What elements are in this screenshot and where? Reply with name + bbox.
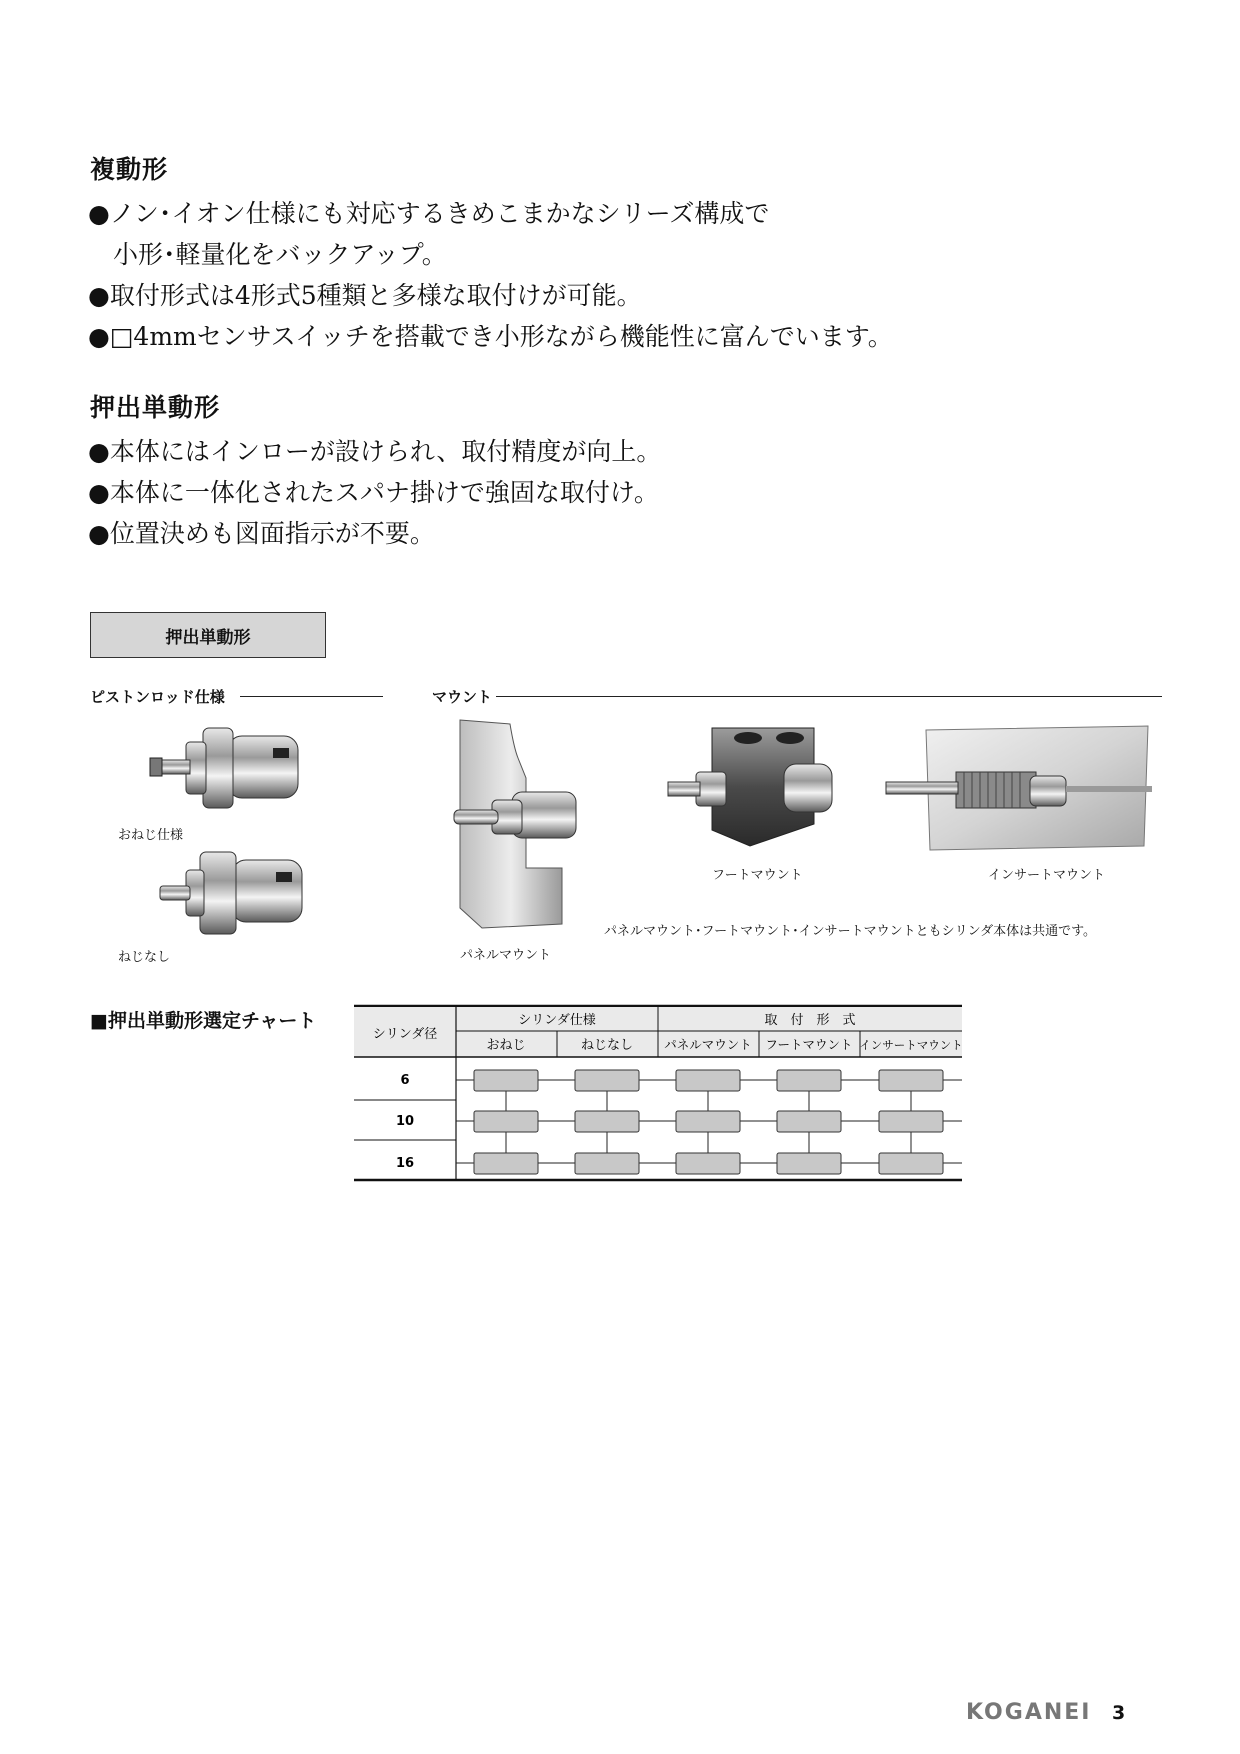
- group-spec-header: シリンダ仕様: [518, 1013, 596, 1028]
- piston-rod-label: ピストンロッド仕様: [90, 686, 229, 707]
- col-panel-mount: パネルマウント: [664, 1037, 752, 1052]
- caption-foot-mount: フートマウント: [712, 868, 803, 883]
- cell-16-insert-mount: [879, 1153, 943, 1174]
- cell-16-no-thread: [575, 1153, 639, 1174]
- col-foot-mount: フートマウント: [765, 1037, 853, 1052]
- cell-10-foot-mount: [777, 1111, 841, 1132]
- row-label-6: 6: [400, 1073, 410, 1088]
- col-insert-mount: インサートマウント: [859, 1038, 963, 1052]
- mount-rule: [492, 696, 1162, 697]
- cell-10-panel-mount: [676, 1111, 740, 1132]
- bullet-5: ●本体にはインローが設けられ、取付精度が向上。: [88, 437, 662, 466]
- cell-6-foot-mount: [777, 1070, 841, 1091]
- selection-chart: [354, 1004, 966, 1184]
- panel-mount-image: [452, 718, 584, 930]
- heading-single-acting: 押出単動形: [90, 393, 221, 422]
- bullet-3: ●取付形式は4形式5種類と多様な取付けが可能。: [88, 281, 642, 310]
- cell-16-foot-mount: [777, 1153, 841, 1174]
- col-male-thread: おねじ: [486, 1038, 526, 1053]
- cell-6-male-thread: [474, 1070, 538, 1091]
- bullet-7: ●位置決めも図面指示が不要。: [88, 519, 435, 548]
- mount-note: パネルマウント･フートマウント･インサートマウントともシリンダ本体は共通です。: [604, 924, 1097, 939]
- cell-10-male-thread: [474, 1111, 538, 1132]
- heading-double-acting: 複動形: [90, 155, 169, 184]
- row-label-10: 10: [395, 1114, 415, 1129]
- no-thread-cylinder-image: [158, 848, 310, 938]
- page-number: 3: [1112, 1702, 1126, 1724]
- cell-6-insert-mount: [879, 1070, 943, 1091]
- cell-16-panel-mount: [676, 1153, 740, 1174]
- cell-6-no-thread: [575, 1070, 639, 1091]
- male-thread-cylinder-image: [148, 722, 308, 814]
- mount-label: マウント: [432, 686, 496, 707]
- insert-mount-image: [880, 720, 1162, 860]
- cell-10-no-thread: [575, 1111, 639, 1132]
- cell-10-insert-mount: [879, 1111, 943, 1132]
- caption-panel-mount: パネルマウント: [460, 948, 552, 963]
- bullet-4: ●□4mmセンサスイッチを搭載でき小形ながら機能性に富んでいます。: [88, 322, 893, 351]
- koganei-logo: KOGANEI: [966, 1700, 1092, 1725]
- group-mount-header: 取 付 形 式: [764, 1013, 856, 1028]
- caption-male-thread: おねじ仕様: [118, 828, 184, 843]
- foot-mount-image: [664, 720, 836, 850]
- bullet-6: ●本体に一体化されたスパナ掛けで強固な取付け。: [88, 478, 659, 507]
- caption-insert-mount: インサートマウント: [988, 868, 1106, 883]
- series-box: [90, 612, 326, 658]
- caption-no-thread: ねじなし: [118, 950, 171, 965]
- cell-6-panel-mount: [676, 1070, 740, 1091]
- col-no-thread: ねじなし: [580, 1038, 634, 1053]
- row-label-16: 16: [395, 1156, 415, 1171]
- bullet-2: 小形･軽量化をバックアップ。: [88, 240, 447, 269]
- bullet-1: ●ノン･イオン仕様にも対応するきめこまかなシリーズ構成で: [88, 199, 770, 228]
- series-box-label: 押出単動形: [165, 627, 251, 648]
- piston-rod-rule: [240, 696, 383, 697]
- selection-chart-title: ■押出単動形選定チャート: [90, 1010, 317, 1032]
- row-header: シリンダ径: [372, 1027, 438, 1042]
- cell-16-male-thread: [474, 1153, 538, 1174]
